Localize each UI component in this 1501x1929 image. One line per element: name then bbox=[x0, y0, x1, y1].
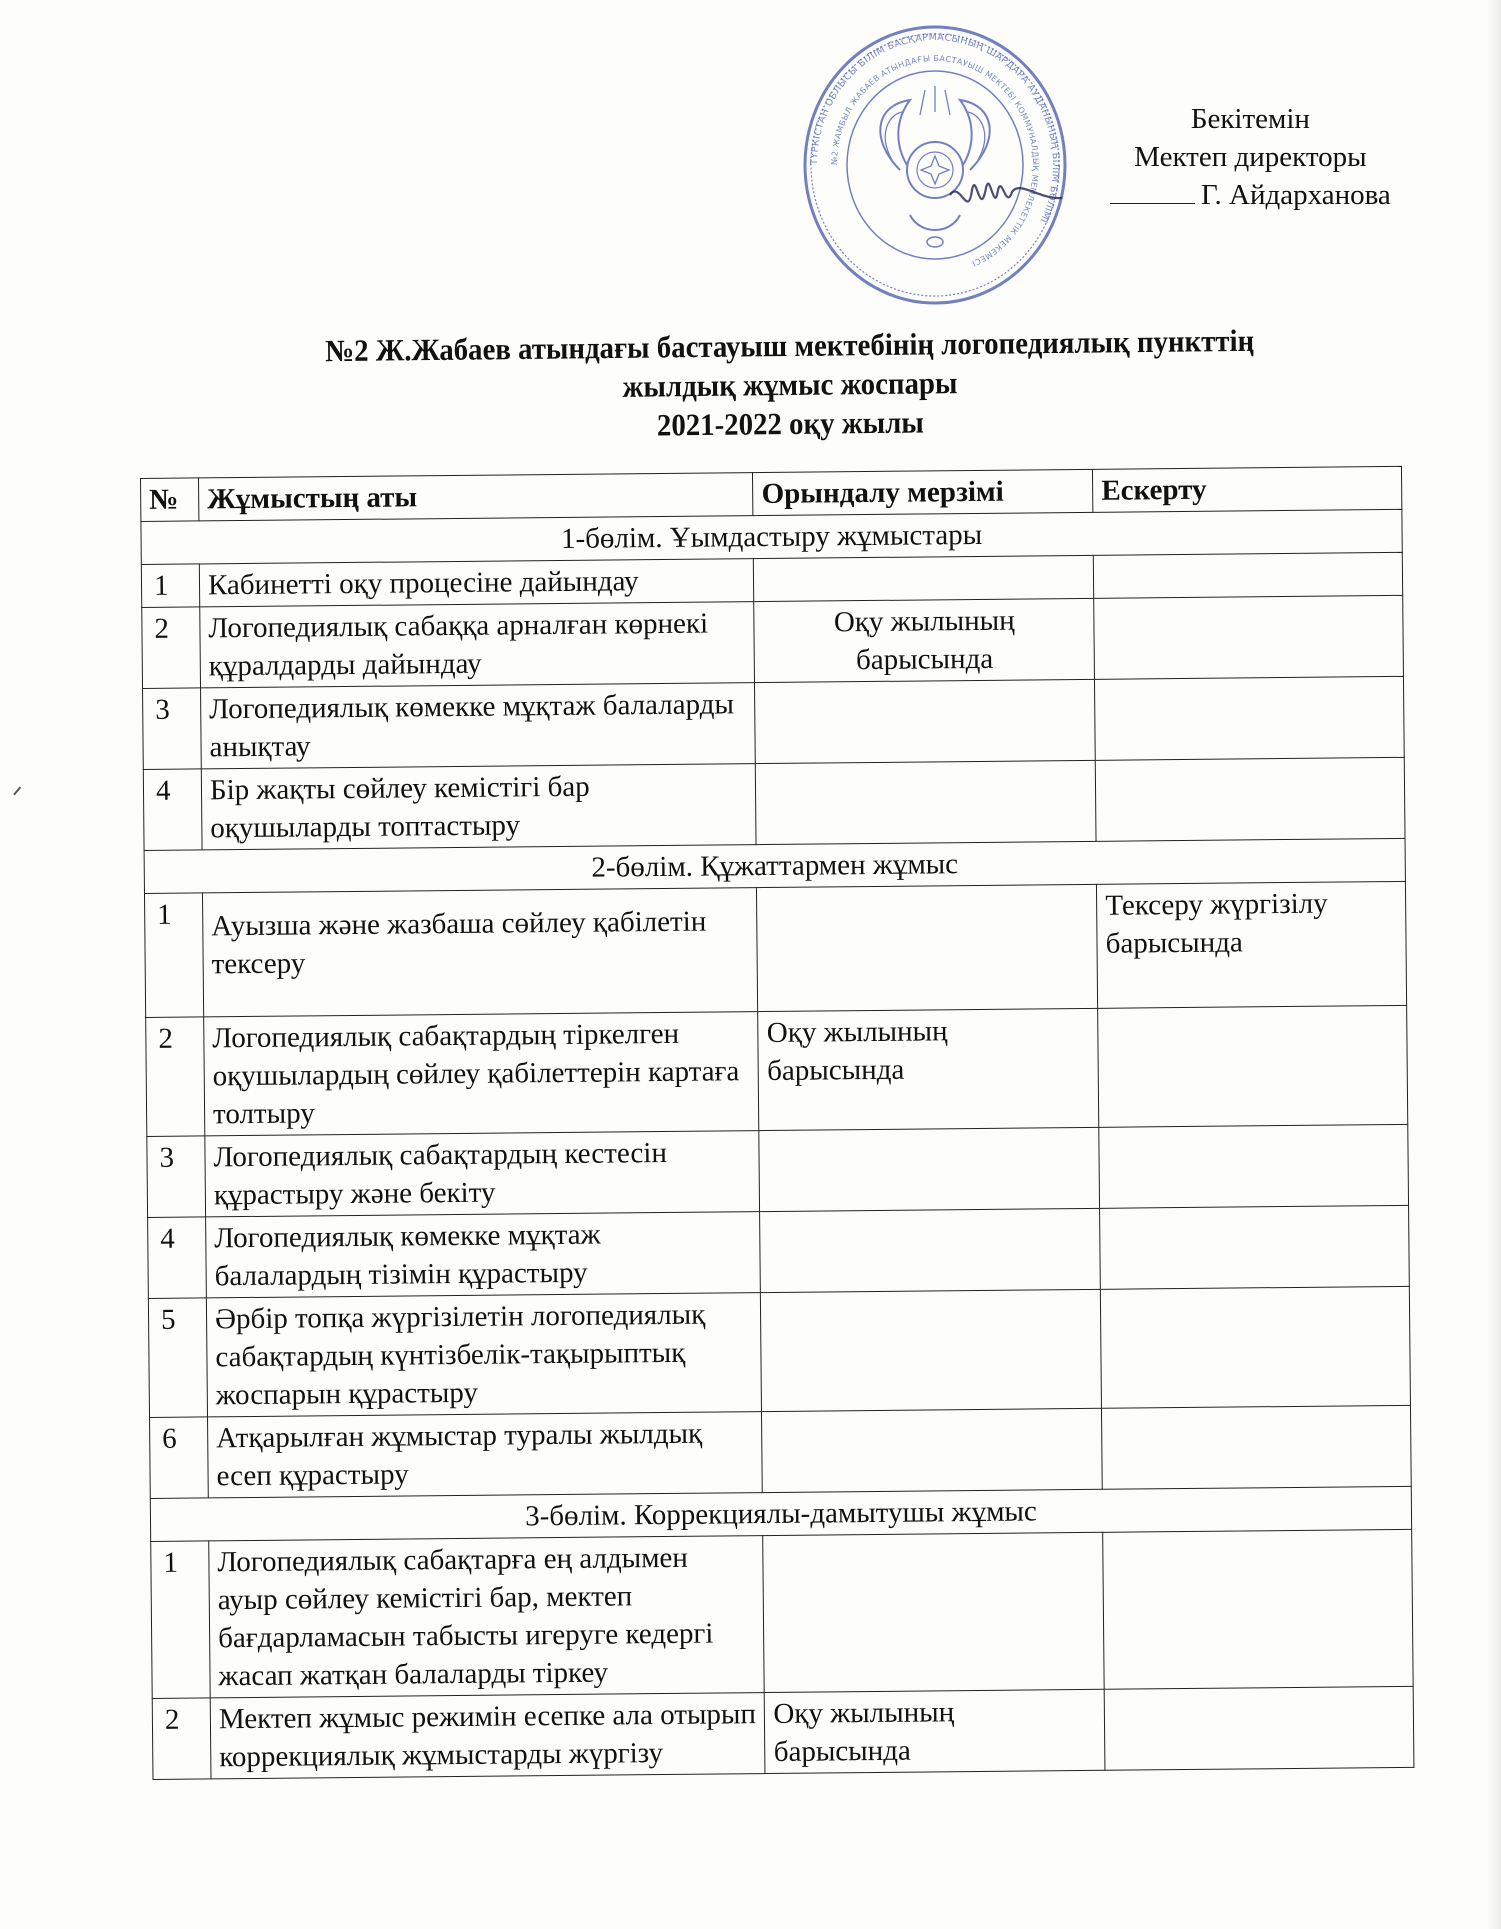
row-note bbox=[1094, 595, 1404, 679]
row-deadline bbox=[756, 760, 1096, 844]
row-number: 4 bbox=[148, 1217, 207, 1299]
row-deadline bbox=[759, 1127, 1099, 1211]
row-number: 2 bbox=[146, 1017, 205, 1137]
approval-position: Мектеп директоры bbox=[1134, 141, 1367, 173]
table-row bbox=[142, 595, 1404, 688]
row-note: Тексеру жүргізілу барысында bbox=[1097, 881, 1407, 1008]
table-row bbox=[147, 1124, 1409, 1217]
table-row bbox=[143, 757, 1405, 850]
row-deadline bbox=[760, 1208, 1100, 1292]
row-deadline bbox=[755, 679, 1095, 763]
header-deadline: Орындалу мерзімі bbox=[753, 469, 1093, 515]
row-work-name: Атқарылған жұмыстар туралы жылдық есеп құрастыру bbox=[207, 1412, 762, 1498]
row-note bbox=[1100, 1205, 1410, 1289]
signature-line bbox=[1110, 203, 1195, 204]
emblem-star bbox=[921, 156, 949, 184]
section-title: 3-бөлім. Коррекциялы-дамытушы жұмыс bbox=[150, 1486, 1411, 1541]
row-deadline bbox=[757, 884, 1098, 1011]
row-number: 4 bbox=[143, 769, 202, 851]
row-deadline: Оқу жылының барысында bbox=[765, 1689, 1105, 1773]
row-note bbox=[1095, 676, 1405, 760]
table-row bbox=[150, 1405, 1412, 1498]
row-work-name: Логопедиялық сабақтардың кестесін құрастыру және бекіту bbox=[205, 1131, 760, 1217]
row-number: 2 bbox=[142, 607, 201, 689]
row-work-name: Логопедиялық сабаққа арналған көрнекі құралдарды дайындау bbox=[200, 602, 755, 688]
row-work-name: Логопедиялық сабақтарға ең алдымен ауыр сөйлеу кемістігі бар, мектеп бағдарламасын табысты игеруге кедергі жасап жатқан балаларды тіркеу bbox=[209, 1536, 765, 1698]
row-deadline bbox=[763, 1532, 1104, 1692]
row-deadline bbox=[754, 555, 1094, 601]
table-row bbox=[152, 1686, 1414, 1779]
stray-pen-mark bbox=[13, 786, 21, 795]
document-title bbox=[241, 320, 1339, 449]
row-note bbox=[1104, 1686, 1414, 1770]
stamp-outer-text: ТҮРКІСТАН ОБЛЫСЫ БІЛІМ БАСҚАРМАСЫНЫҢ ШАРДАРА АУДАНЫНЫҢ БІЛІМ БӨЛІМІ bbox=[808, 31, 1062, 225]
approval-block bbox=[1110, 100, 1391, 214]
row-deadline: Оқу жылының барысында bbox=[754, 598, 1094, 682]
row-work-name: Логопедиялық көмекке мұқтаж балаларды анықтау bbox=[200, 683, 755, 769]
table-row bbox=[148, 1286, 1410, 1417]
header-note: Ескерту bbox=[1093, 466, 1402, 512]
row-work-name: Әрбір топқа жүргізілетін логопедиялық сабақтардың күнтізбелік-тақырыптық жоспарын құрастыру bbox=[206, 1293, 762, 1417]
row-note bbox=[1102, 1405, 1412, 1489]
header-number: № bbox=[141, 478, 199, 522]
approval-label: Бекітемін bbox=[1190, 103, 1310, 135]
section-title: 1-бөлім. Ұымдастыру жұмыстары bbox=[141, 509, 1402, 564]
row-work-name: Мектеп жұмыс режимін есепке ала отырып коррекциялық жұмыстарды жүргізу bbox=[210, 1693, 765, 1779]
stamp-outer-ring bbox=[805, 27, 1065, 303]
row-number: 5 bbox=[148, 1298, 207, 1418]
row-number: 1 bbox=[141, 564, 199, 608]
row-note bbox=[1101, 1286, 1411, 1408]
row-note bbox=[1099, 1124, 1409, 1208]
row-deadline bbox=[762, 1408, 1102, 1492]
emblem-rays bbox=[920, 86, 950, 115]
row-work-name: Логопедиялық көмекке мұқтаж балалардың тізімін құрастыру bbox=[206, 1212, 761, 1298]
table-row bbox=[143, 676, 1405, 769]
row-number: 1 bbox=[151, 1541, 210, 1699]
title-line-2: жылдық жұмыс жоспары bbox=[622, 365, 958, 404]
row-number: 2 bbox=[152, 1698, 211, 1780]
row-work-name: Логопедиялық сабақтардың тіркелген оқушылардың сөйлеу қабілеттерін картаға толтыру bbox=[204, 1012, 760, 1136]
title-line-1: №2 Ж.Жабаев атындағы бастауыш мектебінің логопедиялық пункттің bbox=[324, 322, 1255, 369]
row-work-name: Ауызша және жазбаша сөйлеу қабілетін тексеру bbox=[202, 888, 758, 1017]
row-number: 3 bbox=[147, 1136, 206, 1218]
stamp-inner-text: №2 ЖАМБЫЛ ЖАБАЕВ АТЫНДАҒЫ БАСТАУЫШ МЕКТЕБІ КОММУНАЛДЫҚ МЕМЛЕКЕТТІК МЕКЕМЕСІ bbox=[829, 53, 1041, 269]
director-signature bbox=[950, 184, 1062, 202]
table-row bbox=[148, 1205, 1410, 1298]
row-deadline: Оқу жылының барысында bbox=[758, 1008, 1099, 1130]
official-stamp bbox=[800, 20, 1070, 310]
row-note bbox=[1103, 1529, 1413, 1689]
work-plan-table bbox=[140, 466, 1414, 1780]
row-number: 6 bbox=[150, 1417, 209, 1499]
row-work-name: Бір жақты сөйлеу кемістігі бар оқушыларды топтастыру bbox=[201, 764, 756, 850]
approval-name: Г. Айдарханова bbox=[1201, 179, 1391, 211]
row-note bbox=[1098, 1005, 1408, 1127]
row-deadline bbox=[761, 1289, 1102, 1411]
table-row bbox=[144, 881, 1406, 1017]
row-number: 3 bbox=[143, 688, 202, 770]
section-title: 2-бөлім. Құжаттармен жұмыс bbox=[144, 838, 1405, 893]
page-edge-shadow bbox=[1487, 0, 1501, 1929]
title-line-3: 2021-2022 оқу жылы bbox=[656, 404, 924, 443]
row-work-name: Кабинетті оқу процесіне дайындау bbox=[199, 559, 754, 607]
table-row bbox=[146, 1005, 1408, 1136]
table-row bbox=[151, 1529, 1413, 1698]
emblem-sun bbox=[907, 142, 963, 198]
emblem-base bbox=[910, 215, 960, 230]
row-note bbox=[1095, 757, 1405, 841]
header-work-name: Жұмыстың аты bbox=[198, 473, 753, 521]
row-number: 1 bbox=[144, 893, 203, 1018]
row-note bbox=[1093, 552, 1402, 598]
